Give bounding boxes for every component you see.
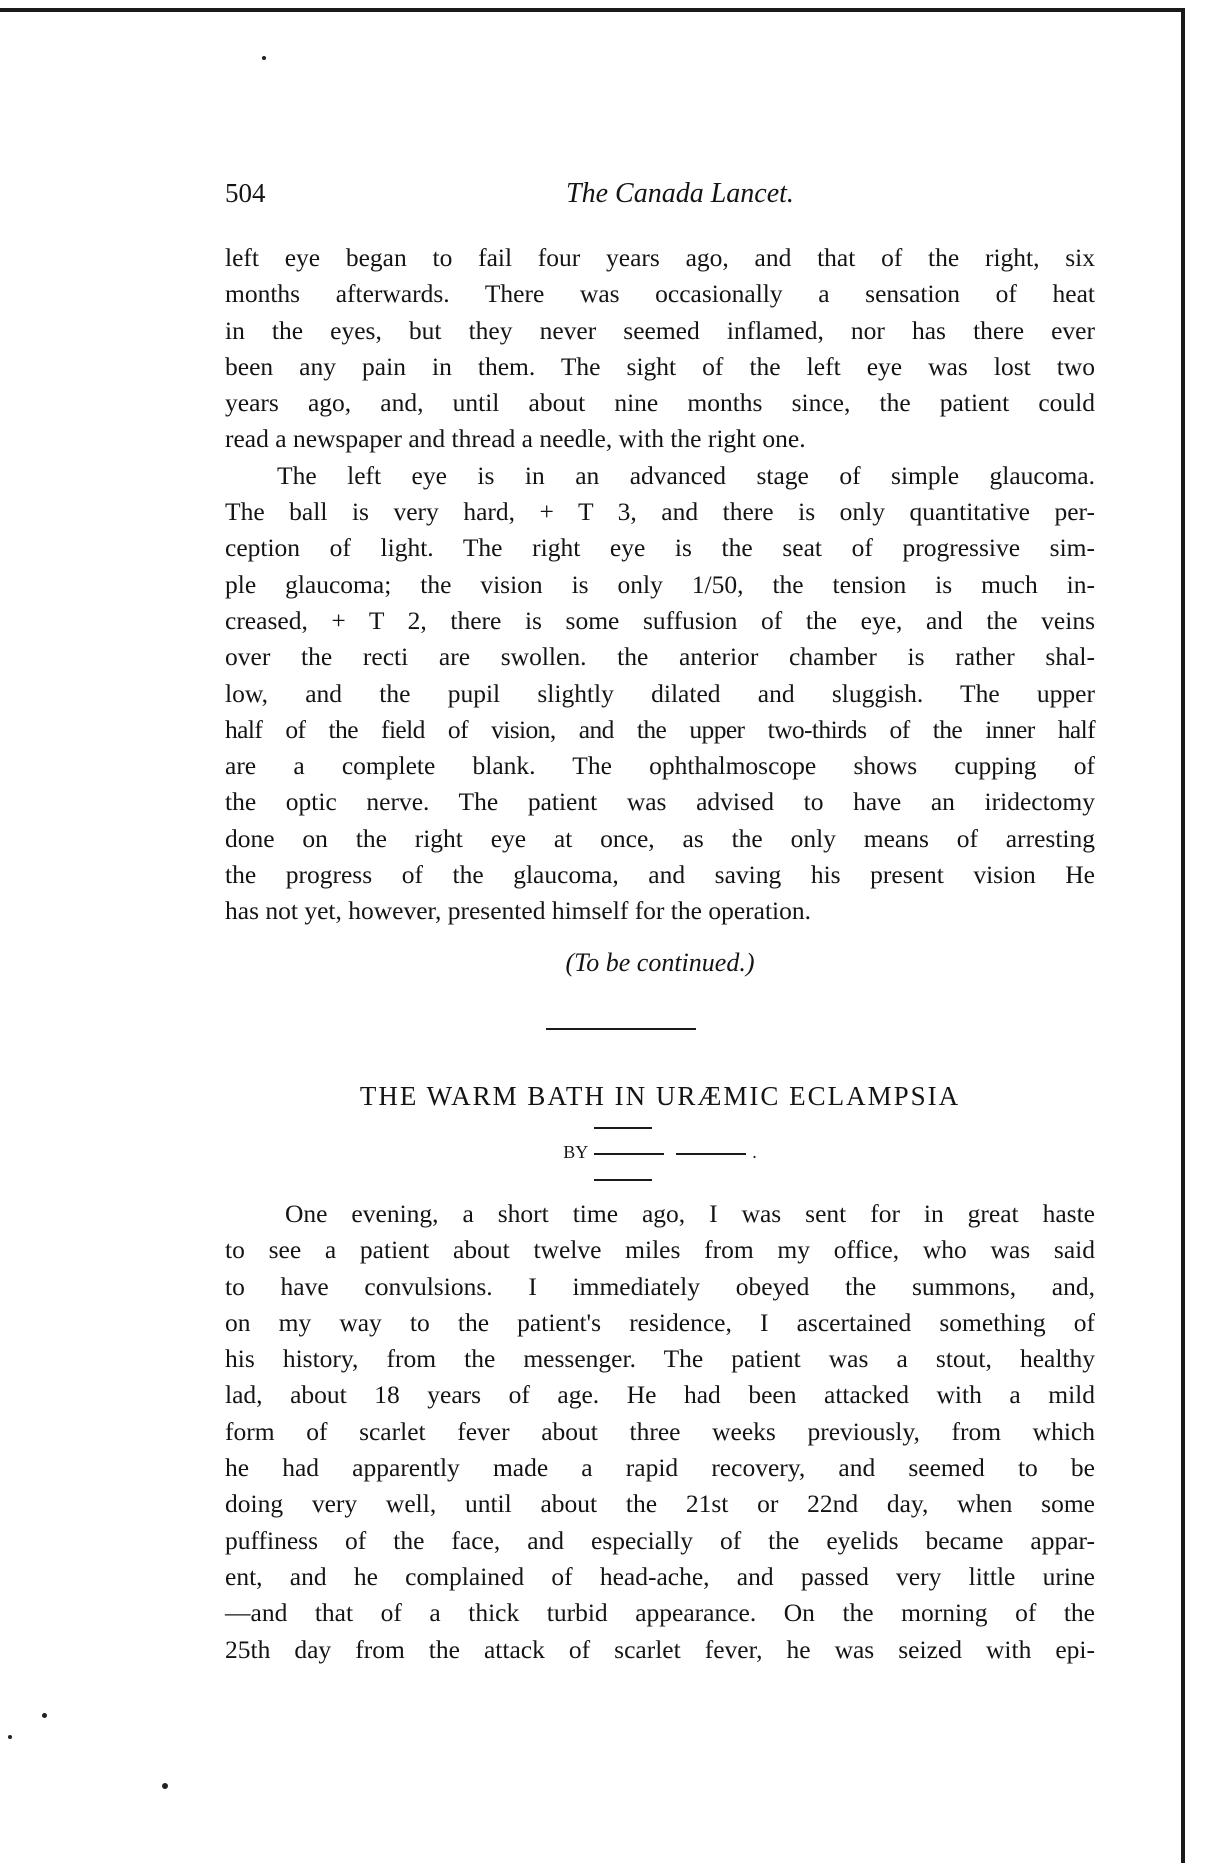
text-line: ception of light. The right eye is the seat of progressive sim- [225, 533, 1095, 563]
text-line: done on the right eye at once, as the only means of arresting [225, 823, 1095, 853]
byline-short-rule [594, 1179, 652, 1181]
text-line: doing very well, until about the 21st or 22nd day, when some [225, 1489, 1095, 1519]
top-border-rule [0, 8, 1185, 12]
text-line: years ago, and, until about nine months since, the patient could [225, 388, 1095, 418]
text-line: form of scarlet fever about three weeks previously, from which [225, 1416, 1095, 1446]
scan-speck [42, 1713, 47, 1718]
byline: BY . [563, 1142, 757, 1162]
scan-speck [162, 1783, 168, 1789]
text-line: in the eyes, but they never seemed inflamed, nor has there ever [225, 315, 1095, 345]
scan-speck [262, 56, 266, 60]
page-header [225, 178, 1095, 218]
byline-label: BY [563, 1142, 589, 1162]
article-continuation [225, 240, 1095, 930]
text-line: creased, + T 2, there is some suffusion of the eye, and the veins [225, 605, 1095, 635]
text-line: the progress of the glaucoma, and saving his present vision He [225, 860, 1095, 890]
byline-dash [676, 1153, 746, 1155]
text-line: has not yet, however, presented himself for the operation. [225, 896, 812, 926]
text-line: 25th day from the attack of scarlet fever, he was seized with epi- [225, 1634, 1095, 1664]
article-body [225, 1196, 1095, 1668]
text-line: lad, about 18 years of age. He had been attacked with a mild [225, 1380, 1095, 1410]
byline-dash [594, 1153, 664, 1155]
text-line: to have convulsions. I immediately obeyed the summons, and, [225, 1271, 1095, 1301]
article-title: THE WARM BATH IN URÆMIC ECLAMPSIA [359, 1081, 961, 1111]
text-line: on my way to the patient's residence, I ascertained something of [225, 1307, 1095, 1337]
text-line: to see a patient about twelve miles from my office, who was said [225, 1235, 1095, 1265]
text-line: he had apparently made a rapid recovery, and seemed to be [225, 1453, 1095, 1483]
text-line: his history, from the messenger. The patient was a stout, healthy [225, 1344, 1095, 1374]
text-line: half of the field of vision, and the upper two-thirds of the inner half [225, 714, 1095, 744]
text-line: ent, and he complained of head-ache, and passed very little urine [225, 1561, 1095, 1591]
scan-speck [8, 1735, 12, 1739]
text-line: puffiness of the face, and especially of the eyelids became appar- [225, 1525, 1095, 1555]
text-line: read a newspaper and thread a needle, with the right one. [225, 424, 806, 454]
section-divider [546, 1028, 696, 1030]
text-line: ple glaucoma; the vision is only 1/50, the tension is much in- [225, 569, 1095, 599]
text-line: been any pain in them. The sight of the left eye was lost two [225, 351, 1095, 381]
text-line: One evening, a short time ago, I was sent for in great haste [285, 1199, 1095, 1228]
text-line: are a complete blank. The ophthalmoscope shows cupping of [225, 751, 1095, 781]
text-line: months afterwards. There was occasionally a sensation of heat [225, 279, 1095, 309]
title-short-rule [594, 1127, 652, 1129]
right-border-rule [1181, 10, 1185, 1863]
to-be-continued-note: (To be continued.) [565, 948, 755, 977]
page-number: 504 [225, 178, 266, 208]
running-title: The Canada Lancet. [566, 178, 794, 209]
text-line: —and that of a thick turbid appearance. On the morning of the [225, 1598, 1095, 1628]
text-line: the optic nerve. The patient was advised to have an iridectomy [225, 787, 1095, 817]
text-line: over the recti are swollen. the anterior chamber is rather shal- [225, 642, 1095, 672]
text-line: low, and the pupil slightly dilated and sluggish. The upper [225, 678, 1095, 708]
text-line: The left eye is in an advanced stage of simple glaucoma. [277, 460, 1095, 490]
text-line: left eye began to fail four years ago, and that of the right, six [225, 243, 1095, 272]
text-line: The ball is very hard, + T 3, and there is only quantitative per- [225, 497, 1095, 527]
